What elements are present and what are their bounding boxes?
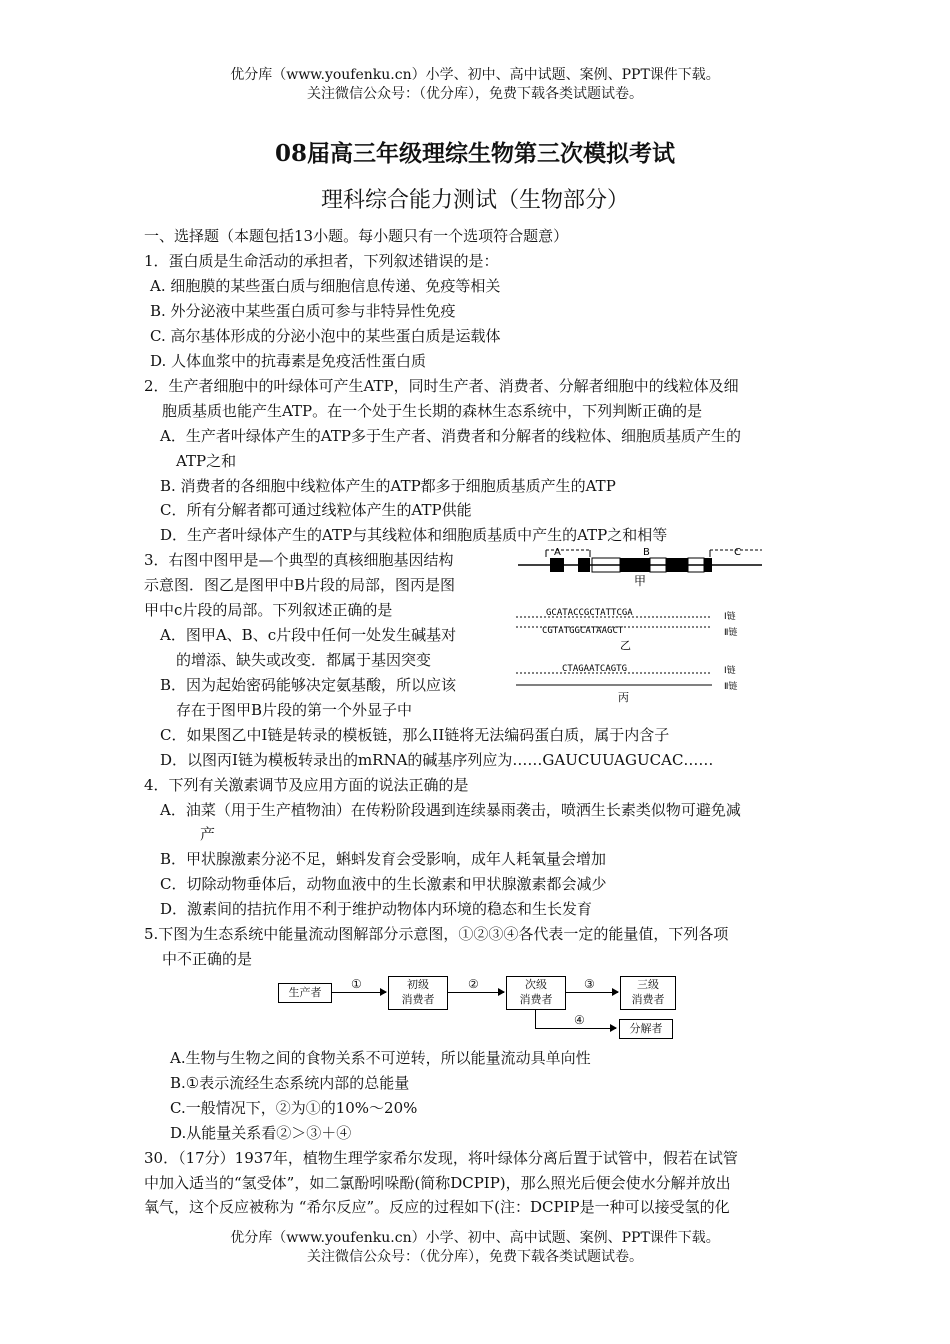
q30-line-1: 30．（17分）1937年，植物生理学家希尔发现，将叶绿体分离后置于试管中，假若在试管 — [144, 1149, 738, 1167]
primary-line-1: 初级 — [407, 978, 429, 991]
q3-option-d: D．以图丙I链为模板转录出的mRNA的碱基序列应为……GAUCUUAGUCAC…… — [160, 751, 714, 769]
q3-option-c: C．如果图乙中I链是转录的模板链，那么II链将无法编码蛋白质，属于内含子 — [160, 726, 670, 744]
secondary-consumer-box — [506, 976, 566, 1010]
fig-label-a: A — [554, 547, 561, 558]
q4-option-a-2: 产 — [200, 825, 216, 843]
tertiary-consumer-box — [620, 976, 676, 1010]
gene-structure-figure — [512, 545, 772, 705]
fig-label-b: B — [643, 547, 650, 558]
fig-label-yi: 乙 — [620, 639, 631, 652]
arrow-1 — [332, 992, 386, 993]
footer-line-1: 优分库（www.youfenku.cn）小学、初中、高中试题、案例、PPT课件下载。 — [230, 1230, 720, 1246]
q3-option-b-1: B．因为起始密码能够决定氨基酸，所以应该 — [160, 676, 457, 694]
q3-stem-2: 示意图．图乙是图甲中B片段的局部，图丙是图 — [144, 576, 456, 594]
fig-label-c: C — [734, 547, 741, 558]
q4-option-a-1: A．油菜（用于生产植物油）在传粉阶段遇到连续暴雨袭击，喷洒生长素类似物可避免减 — [160, 801, 741, 819]
fig-exon-block — [704, 558, 712, 572]
fig-seq-yi-1: GCATACCGCTATTCGA — [546, 608, 633, 618]
q1-option-b: B. 外分泌液中某些蛋白质可参与非特异性免疫 — [150, 302, 456, 320]
fig-exon-block — [620, 558, 650, 572]
q4-option-c: C．切除动物垂体后，动物血液中的生长激素和甲状腺激素都会减少 — [160, 875, 607, 893]
q1-option-d: D. 人体血浆中的抗毒素是免疫活性蛋白质 — [150, 352, 427, 370]
arrow-4 — [535, 1028, 616, 1029]
arrow-2-label: ② — [468, 977, 479, 991]
secondary-line-1: 次级 — [525, 978, 547, 991]
decomposer-box: 分解者 — [619, 1019, 673, 1039]
producer-box: 生产者 — [278, 983, 332, 1003]
q5-stem-1: 5.下图为生态系统中能量流动图解部分示意图，①②③④各代表一定的能量值，下列各项 — [144, 925, 729, 943]
primary-line-2: 消费者 — [401, 993, 435, 1006]
q2-option-a-2: ATP之和 — [176, 452, 237, 470]
fig-chain-2-bing: Ⅱ链 — [724, 682, 738, 692]
q5-option-c: C.一般情况下，②为①的10%～20% — [170, 1099, 418, 1117]
q1-option-a: A. 细胞膜的某些蛋白质与细胞信息传递、免疫等相关 — [150, 277, 501, 295]
q2-stem-2: 胞质基质也能产生ATP。在一个处于生长期的森林生态系统中，下列判断正确的是 — [162, 402, 703, 420]
fig-chain-2-yi: Ⅱ链 — [724, 628, 738, 638]
page-title: 08届高三年级理综生物第三次模拟考试 — [274, 140, 675, 167]
q2-option-b: B. 消费者的各细胞中线粒体产生的ATP都多于细胞质基质产生的ATP — [160, 477, 616, 495]
fig-label-jia: 甲 — [634, 574, 647, 588]
tertiary-line-1: 三级 — [637, 978, 659, 991]
fig-label-bing: 丙 — [618, 691, 629, 704]
q4-stem: 4．下列有关激素调节及应用方面的说法正确的是 — [144, 776, 469, 794]
q3-option-b-2: 存在于图甲B片段的第一个外显子中 — [176, 701, 413, 719]
q5-option-d: D.从能量关系看②＞③＋④ — [170, 1124, 352, 1142]
q5-stem-2: 中不正确的是 — [162, 950, 253, 968]
q2-stem-1: 2．生产者细胞中的叶绿体可产生ATP，同时生产者、消费者、分解者细胞中的线粒体及细 — [144, 377, 739, 395]
q3-stem-1: 3．右图中图甲是—个典型的真核细胞基因结构 — [144, 551, 454, 569]
arrow-4-label: ④ — [574, 1013, 585, 1027]
fig-chain-1-yi: Ⅰ链 — [724, 612, 736, 622]
fig-seq-bing-1: CTAGAATCAGTG — [562, 664, 628, 674]
footer-line-2: 关注微信公众号：（优分库），免费下载各类试题试卷。 — [307, 1249, 643, 1265]
fig-seq-yi-2: CGTATGGCATAAGCT — [542, 626, 624, 636]
q4-option-b: B．甲状腺激素分泌不足，蝌蚪发育会受影响，成年人耗氧量会增加 — [160, 850, 607, 868]
q3-option-a-1: A．图甲A、B、c片段中任何一处发生碱基对 — [160, 626, 457, 644]
q30-line-3: 氧气，这个反应被称为 “希尔反应”。反应的过程如下(注：DCPIP是一种可以接受氢的化 — [144, 1198, 730, 1216]
q5-option-b: B.①表示流经生态系统内部的总能量 — [170, 1074, 410, 1092]
section-heading: 一、选择题（本题包括13小题。每小题只有一个选项符合题意） — [144, 227, 569, 245]
header-line-2: 关注微信公众号：（优分库），免费下载各类试题试卷。 — [307, 86, 643, 102]
fig-exon-block — [578, 558, 590, 572]
q2-option-a-1: A．生产者叶绿体产生的ATP多于生产者、消费者和分解者的线粒体、细胞质基质产生的 — [160, 427, 741, 445]
header-line-1: 优分库（www.youfenku.cn）小学、初中、高中试题、案例、PPT课件下载。 — [230, 67, 720, 83]
q3-stem-3: 甲中c片段的局部。下列叙述正确的是 — [144, 601, 393, 619]
page-subtitle: 理科综合能力测试（生物部分） — [320, 188, 629, 213]
arrow-4-stem — [535, 1009, 536, 1029]
arrow-3 — [566, 992, 618, 993]
q2-option-c: C．所有分解者都可通过线粒体产生的ATP供能 — [160, 501, 472, 519]
q2-option-d: D．生产者叶绿体产生的ATP与其线粒体和细胞质基质中产生的ATP之和相等 — [160, 526, 668, 544]
arrow-1-label: ① — [351, 977, 362, 991]
primary-consumer-box — [388, 976, 448, 1010]
secondary-line-2: 消费者 — [519, 993, 553, 1006]
fig-exon-block — [550, 558, 564, 572]
fig-exon-block — [666, 558, 688, 572]
fig-chain-1-bing: Ⅰ链 — [724, 666, 736, 676]
q1-stem: 1．蛋白质是生命活动的承担者，下列叙述错误的是： — [144, 252, 499, 270]
arrow-2 — [448, 992, 504, 993]
arrow-3-label: ③ — [584, 977, 595, 991]
q30-line-2: 中加入适当的“氢受体”，如二氯酚吲哚酚(简称DCPIP)，那么照光后便会使水分解并放出 — [144, 1174, 731, 1192]
tertiary-line-2: 消费者 — [631, 993, 665, 1006]
q5-option-a: A.生物与生物之间的食物关系不可逆转，所以能量流动具单向性 — [170, 1049, 591, 1067]
q4-option-d: D．激素间的拮抗作用不利于维护动物体内环境的稳态和生长发育 — [160, 900, 593, 918]
q3-option-a-2: 的增添、缺失或改变．都属于基因突变 — [176, 651, 432, 669]
q1-option-c: C. 高尔基体形成的分泌小泡中的某些蛋白质是运载体 — [150, 327, 501, 345]
